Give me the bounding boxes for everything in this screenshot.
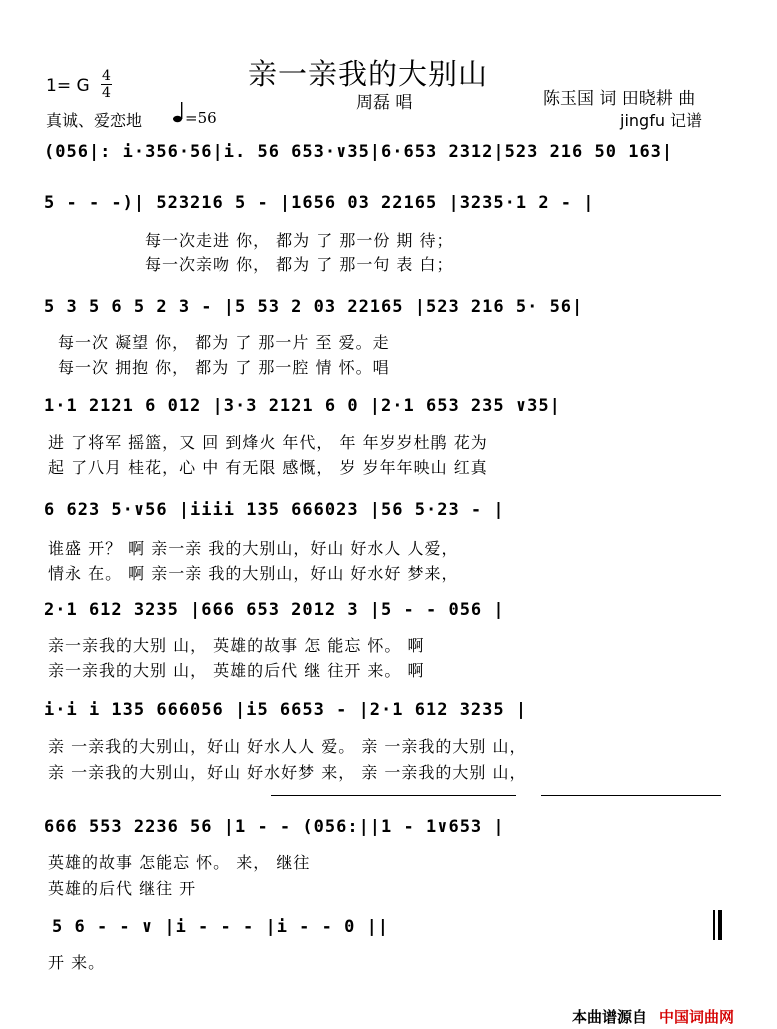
volta-bracket-2 — [541, 795, 721, 796]
time-signature-bottom: 4 — [102, 85, 111, 101]
notation-row-8: 666 553 2236 56 |1 - - (056:||1 - 1∨653 | — [44, 817, 505, 837]
final-barline-thick — [718, 910, 722, 940]
notation-row-9: 5 6 - - ∨ |i - - - |i - - 0 || — [52, 917, 390, 937]
key-signature: 1= G — [46, 76, 90, 96]
singer-credit: 周磊 唱 — [356, 93, 413, 113]
tempo-value: =56 — [185, 109, 217, 127]
lyric-row-2-verse-1: 每一次走进 你， 都为 了 那一份 期 待； — [145, 231, 454, 250]
notation-row-4: 1·1 2121 6 012 |3·3 2121 6 0 |2·1 653 235 ∨35| — [44, 396, 561, 416]
time-signature-top: 4 — [102, 68, 111, 84]
lyric-row-5-verse-1: 谁盛 开？ 啊 亲一亲 我的大别山，好山 好水人 人爱， — [48, 539, 459, 558]
source-footer — [572, 1006, 734, 1027]
lyric-row-7-verse-1: 亲 一亲我的大别山，好山 好水人人 爱。 亲 一亲我的大别 山， — [48, 737, 527, 756]
lyric-row-4-verse-1: 进 了将军 摇篮，又 回 到烽火 年代， 年 年岁岁杜鹃 花为 — [48, 433, 488, 452]
time-signature — [101, 68, 112, 101]
lyric-row-2-verse-2: 每一次亲吻 你， 都为 了 那一句 表 白； — [145, 255, 454, 274]
notation-row-5: 6 623 5·∨56 |iiii 135 666023 |56 5·23 - | — [44, 500, 505, 520]
final-barline-thin — [713, 910, 715, 940]
composer-credit: 陈玉国 词 田晓耕 曲 — [543, 89, 696, 109]
notation-row-7: i·i i 135 666056 |i5 6653 - |2·1 612 3235 | — [44, 700, 528, 720]
volta-bracket-1 — [271, 795, 516, 796]
source-label: 本曲谱源自 — [572, 1008, 648, 1026]
lyric-row-3-verse-1: 每一次 凝望 你， 都为 了 那一片 至 爱。走 — [58, 333, 390, 352]
lyric-row-3-verse-2: 每一次 拥抱 你， 都为 了 那一腔 情 怀。唱 — [58, 358, 390, 377]
lyric-row-9-verse-1: 开 来。 — [48, 953, 106, 972]
lyric-row-5-verse-2: 情永 在。 啊 亲一亲 我的大别山，好山 好水好 梦来， — [48, 564, 459, 583]
notation-row-1: (056|: i·356·56|i. 56 653·∨35|6·653 2312|523 216 50 163| — [44, 142, 674, 162]
tempo-marking — [173, 101, 217, 127]
lyric-row-7-verse-2: 亲 一亲我的大别山，好山 好水好梦 来， 亲 一亲我的大别 山， — [48, 763, 527, 782]
recorder-credit: jingfu 记谱 — [620, 111, 703, 130]
expression-marking: 真诚、爱恋地 — [46, 111, 143, 130]
lyric-row-8-verse-1: 英雄的故事 怎能忘 怀。 来， 继往 — [48, 853, 311, 872]
site-link[interactable]: 中国词曲网 — [659, 1008, 735, 1026]
notation-row-6: 2·1 612 3235 |666 653 2012 3 |5 - - 056 | — [44, 600, 505, 620]
page-title: 亲一亲我的大别山 — [248, 57, 489, 91]
notation-row-2: 5 - - -)| 523216 5 - |1656 03 22165 |3235·1 2 - | — [44, 193, 595, 213]
lyric-row-6-verse-2: 亲一亲我的大别 山， 英雄的后代 继 往开 来。 啊 — [48, 661, 425, 680]
lyric-row-6-verse-1: 亲一亲我的大别 山， 英雄的故事 怎 能忘 怀。 啊 — [48, 636, 425, 655]
lyric-row-4-verse-2: 起 了八月 桂花，心 中 有无限 感慨， 岁 岁年年映山 红真 — [48, 458, 488, 477]
lyric-row-8-verse-2: 英雄的后代 继往 开 — [48, 879, 197, 898]
notation-row-3: 5 3 5 6 5 2 3 - |5 53 2 03 22165 |523 216 5· 56| — [44, 297, 584, 317]
quarter-note-icon — [173, 101, 185, 127]
